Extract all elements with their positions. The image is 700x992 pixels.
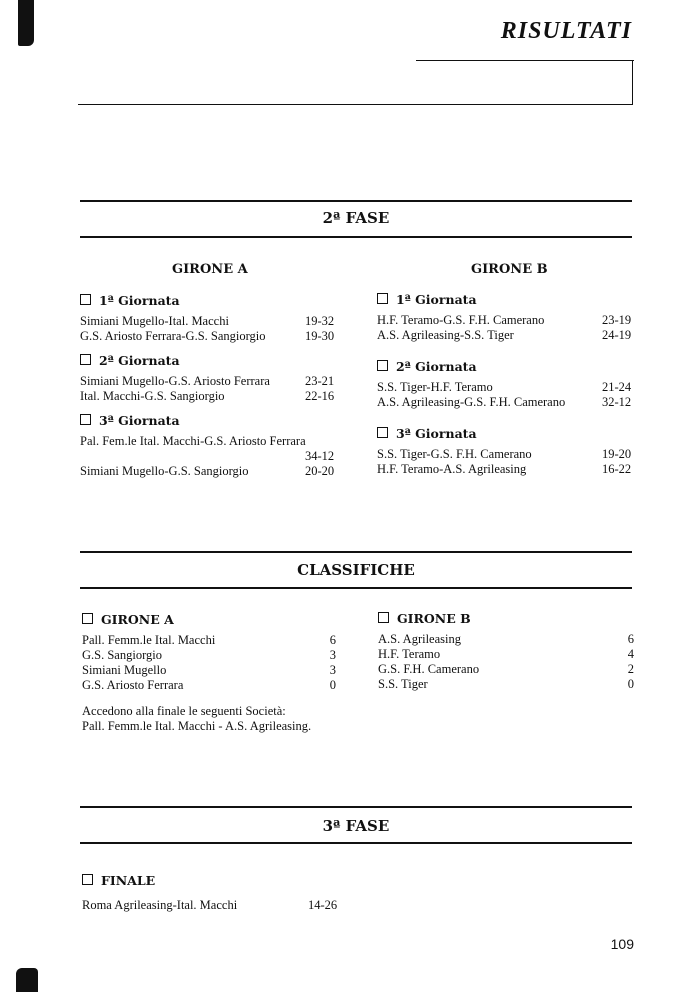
match-score: 21-24 xyxy=(602,380,632,394)
match-teams: A.S. Agrileasing-G.S. F.H. Camerano xyxy=(377,395,566,409)
standings-girone-b-label xyxy=(378,611,471,626)
group-label: GIRONE A xyxy=(101,612,174,627)
match-teams: H.F. Teramo-G.S. F.H. Camerano xyxy=(377,313,545,327)
final-label-text: FINALE xyxy=(101,873,156,888)
header-rule-vertical xyxy=(632,60,633,104)
day-label: 1ª Giornata xyxy=(99,293,180,308)
match-score: 23-19 xyxy=(602,313,632,327)
standing-team: Simiani Mugello xyxy=(82,663,167,677)
match-score: 34-12 xyxy=(305,449,335,463)
standing-points: 4 xyxy=(627,647,634,661)
match-teams: S.S. Tiger-H.F. Teramo xyxy=(377,380,493,394)
girone-a-heading: GIRONE A xyxy=(172,262,248,277)
day-label: 3ª Giornata xyxy=(396,426,477,441)
checkbox-icon xyxy=(377,293,388,304)
standing-points: 3 xyxy=(329,648,336,662)
page-number: 109 xyxy=(610,936,634,952)
match-teams: H.F. Teramo-A.S. Agrileasing xyxy=(377,462,527,476)
group-label: GIRONE B xyxy=(397,611,471,626)
match-score: 32-12 xyxy=(602,395,632,409)
match-score: 16-22 xyxy=(602,462,632,476)
standing-team: A.S. Agrileasing xyxy=(378,632,461,646)
final-label xyxy=(82,873,155,888)
standings-title: CLASSIFICHE xyxy=(297,561,415,579)
finalists-note-line1: Accedono alla finale le seguenti Società: xyxy=(82,704,286,718)
match-score: 22-16 xyxy=(305,389,335,403)
standing-team: G.S. Sangiorgio xyxy=(82,648,162,662)
header-rule-short xyxy=(416,60,634,61)
checkbox-icon xyxy=(80,414,91,425)
page-header-title: RISULTATI xyxy=(500,18,632,44)
scan-edge-mark-top xyxy=(18,0,34,46)
girone-b-day1-label xyxy=(377,292,477,307)
standing-team: G.S. Ariosto Ferrara xyxy=(82,678,184,692)
standing-team: H.F. Teramo xyxy=(378,647,441,661)
match-score: 19-32 xyxy=(305,314,335,328)
checkbox-icon xyxy=(377,427,388,438)
match-score: 14-26 xyxy=(308,898,338,912)
match-teams: S.S. Tiger-G.S. F.H. Camerano xyxy=(377,447,532,461)
phase3-rule-bottom xyxy=(80,842,632,844)
checkbox-icon xyxy=(377,360,388,371)
phase2-rule-top xyxy=(80,200,632,202)
match-score: 19-30 xyxy=(305,329,335,343)
standings-rule-bottom xyxy=(80,587,632,589)
scan-edge-mark-bottom xyxy=(16,968,38,992)
standings-girone-a-label xyxy=(82,612,174,627)
girone-a-day1-label xyxy=(80,293,180,308)
match-teams: A.S. Agrileasing-S.S. Tiger xyxy=(377,328,514,342)
checkbox-icon xyxy=(82,874,93,885)
standing-points: 3 xyxy=(329,663,336,677)
standing-points: 0 xyxy=(627,677,634,691)
day-label: 3ª Giornata xyxy=(99,413,180,428)
match-teams: Ital. Macchi-G.S. Sangiorgio xyxy=(80,389,225,403)
phase2-rule-bottom xyxy=(80,236,632,238)
day-label: 1ª Giornata xyxy=(396,292,477,307)
day-label: 2ª Giornata xyxy=(396,359,477,374)
match-score: 24-19 xyxy=(602,328,632,342)
header-rule-long xyxy=(78,104,633,105)
match-teams: G.S. Ariosto Ferrara-G.S. Sangiorgio xyxy=(80,329,266,343)
match-score: 19-20 xyxy=(602,447,632,461)
standing-team: G.S. F.H. Camerano xyxy=(378,662,480,676)
match-row xyxy=(80,434,340,466)
checkbox-icon xyxy=(82,613,93,624)
checkbox-icon xyxy=(80,354,91,365)
girone-b-day2-label xyxy=(377,359,477,374)
standing-points: 6 xyxy=(329,633,336,647)
standing-team: S.S. Tiger xyxy=(378,677,428,691)
standing-points: 6 xyxy=(627,632,634,646)
checkbox-icon xyxy=(80,294,91,305)
match-teams: Simiani Mugello-G.S. Sangiorgio xyxy=(80,464,249,478)
checkbox-icon xyxy=(378,612,389,623)
match-score: 20-20 xyxy=(305,464,335,478)
day-label: 2ª Giornata xyxy=(99,353,180,368)
phase2-title: 2ª FASE xyxy=(322,209,390,227)
standings-rule-top xyxy=(80,551,632,553)
girone-b-heading: GIRONE B xyxy=(471,262,548,277)
match-teams: Simiani Mugello-G.S. Ariosto Ferrara xyxy=(80,374,270,388)
match-teams: Roma Agrileasing-Ital. Macchi xyxy=(82,898,238,912)
standing-points: 0 xyxy=(329,678,336,692)
standing-team: Pall. Femm.le Ital. Macchi xyxy=(82,633,216,647)
girone-a-day2-label xyxy=(80,353,180,368)
girone-a-day3-label xyxy=(80,413,180,428)
finalists-note-line2: Pall. Femm.le Ital. Macchi - A.S. Agrileasing. xyxy=(82,719,312,733)
phase3-title: 3ª FASE xyxy=(322,817,390,835)
match-teams: Simiani Mugello-Ital. Macchi xyxy=(80,314,229,328)
match-score: 23-21 xyxy=(305,374,335,388)
match-teams: Pal. Fem.le Ital. Macchi-G.S. Ariosto Ferrara xyxy=(80,434,306,448)
phase3-rule-top xyxy=(80,806,632,808)
girone-b-day3-label xyxy=(377,426,477,441)
standing-points: 2 xyxy=(627,662,634,676)
